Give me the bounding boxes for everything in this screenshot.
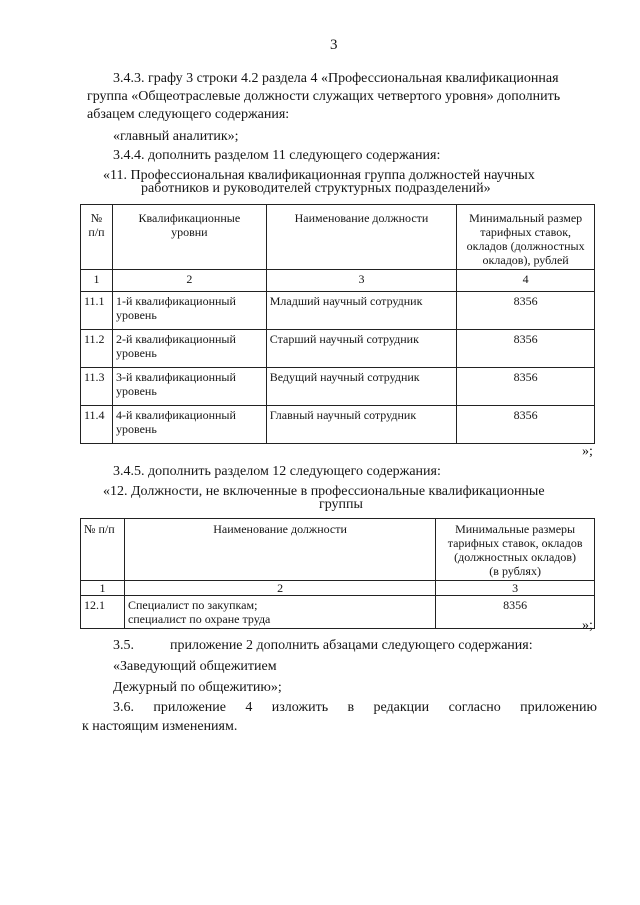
paragraph-3-4-3-line-1: 3.4.3. графу 3 строки 4.2 раздела 4 «Профессиональная квалификационная [113,71,559,86]
header-minimum-salary: Минимальный размер тарифных ставок, окладов (должностных окладов), рублей [457,205,595,270]
section-11-title-line-1: «11. Профессиональная квалификационная группа должностей научных [103,168,535,183]
paragraph-3-6-line-1: 3.6. приложение 4 изложить в редакции согласно приложению [113,700,597,715]
row-number: 11.4 [81,406,113,444]
salary-value: 8356 [436,596,595,629]
qualification-level: 4-й квалификационный уровень [112,406,266,444]
paragraph-dormitory-head: «Заведующий общежитием [113,659,277,674]
column-number: 1 [81,270,113,292]
closing-quote-1: »; [582,444,593,459]
paragraph-3-4-5: 3.4.5. дополнить разделом 12 следующего содержания: [113,464,441,479]
column-number: 3 [436,581,595,596]
table-number-row [81,581,595,596]
section-11-title-line-2: работников и руководителей структурных подразделений» [141,181,491,196]
salary-value: 8356 [457,368,595,406]
closing-quote-2: »; [582,618,593,633]
header-number: № п/п [81,205,113,270]
table-header-row [81,519,595,581]
salary-value: 8356 [457,330,595,368]
table-number-row [81,270,595,292]
paragraph-3-5-text: приложение 2 дополнить абзацами следующего содержания: [170,638,533,653]
header-position-name: Наименование должности [124,519,435,581]
paragraph-3-6-line-2: к настоящим изменениям. [82,719,238,734]
paragraph-3-4-3-line-3: абзацем следующего содержания: [87,107,290,122]
page-number: 3 [330,37,338,53]
column-number: 2 [112,270,266,292]
column-number: 2 [124,581,435,596]
section-12-table [80,518,595,629]
paragraph-3-4-4: 3.4.4. дополнить разделом 11 следующего содержания: [113,148,441,163]
section-12-title-line-1: «12. Должности, не включенные в профессиональные квалификационные [103,484,545,499]
header-qualification-levels: Квалификационные уровни [112,205,266,270]
position-name: Специалист по закупкам; специалист по охране труда [124,596,435,629]
paragraph-3-4-3-line-2: группа «Общеотраслевые должности служащих четвертого уровня» дополнить [87,89,561,104]
paragraph-3-5-number: 3.5. [113,638,134,653]
column-number: 3 [266,270,456,292]
salary-value: 8356 [457,292,595,330]
row-number: 11.2 [81,330,113,368]
row-number: 11.3 [81,368,113,406]
table-row [81,292,595,330]
header-position-name: Наименование должности [266,205,456,270]
position-name: Младший научный сотрудник [266,292,456,330]
paragraph-chief-analyst: «главный аналитик»; [113,129,239,144]
table-row [81,330,595,368]
qualification-level: 2-й квалификационный уровень [112,330,266,368]
header-minimum-salaries: Минимальные размеры тарифных ставок, окладов (должностных окладов) (в рублях) [436,519,595,581]
qualification-level: 3-й квалификационный уровень [112,368,266,406]
position-name: Главный научный сотрудник [266,406,456,444]
row-number: 12.1 [81,596,125,629]
position-name: Старший научный сотрудник [266,330,456,368]
column-number: 4 [457,270,595,292]
section-11-table [80,204,595,444]
table-header-row [81,205,595,270]
header-number: № п/п [81,519,125,581]
column-number: 1 [81,581,125,596]
table-row [81,368,595,406]
position-name: Ведущий научный сотрудник [266,368,456,406]
paragraph-dormitory-duty: Дежурный по общежитию»; [113,680,282,695]
qualification-level: 1-й квалификационный уровень [112,292,266,330]
table-row [81,596,595,629]
row-number: 11.1 [81,292,113,330]
section-12-title-line-2: группы [319,497,363,512]
table-row [81,406,595,444]
salary-value: 8356 [457,406,595,444]
